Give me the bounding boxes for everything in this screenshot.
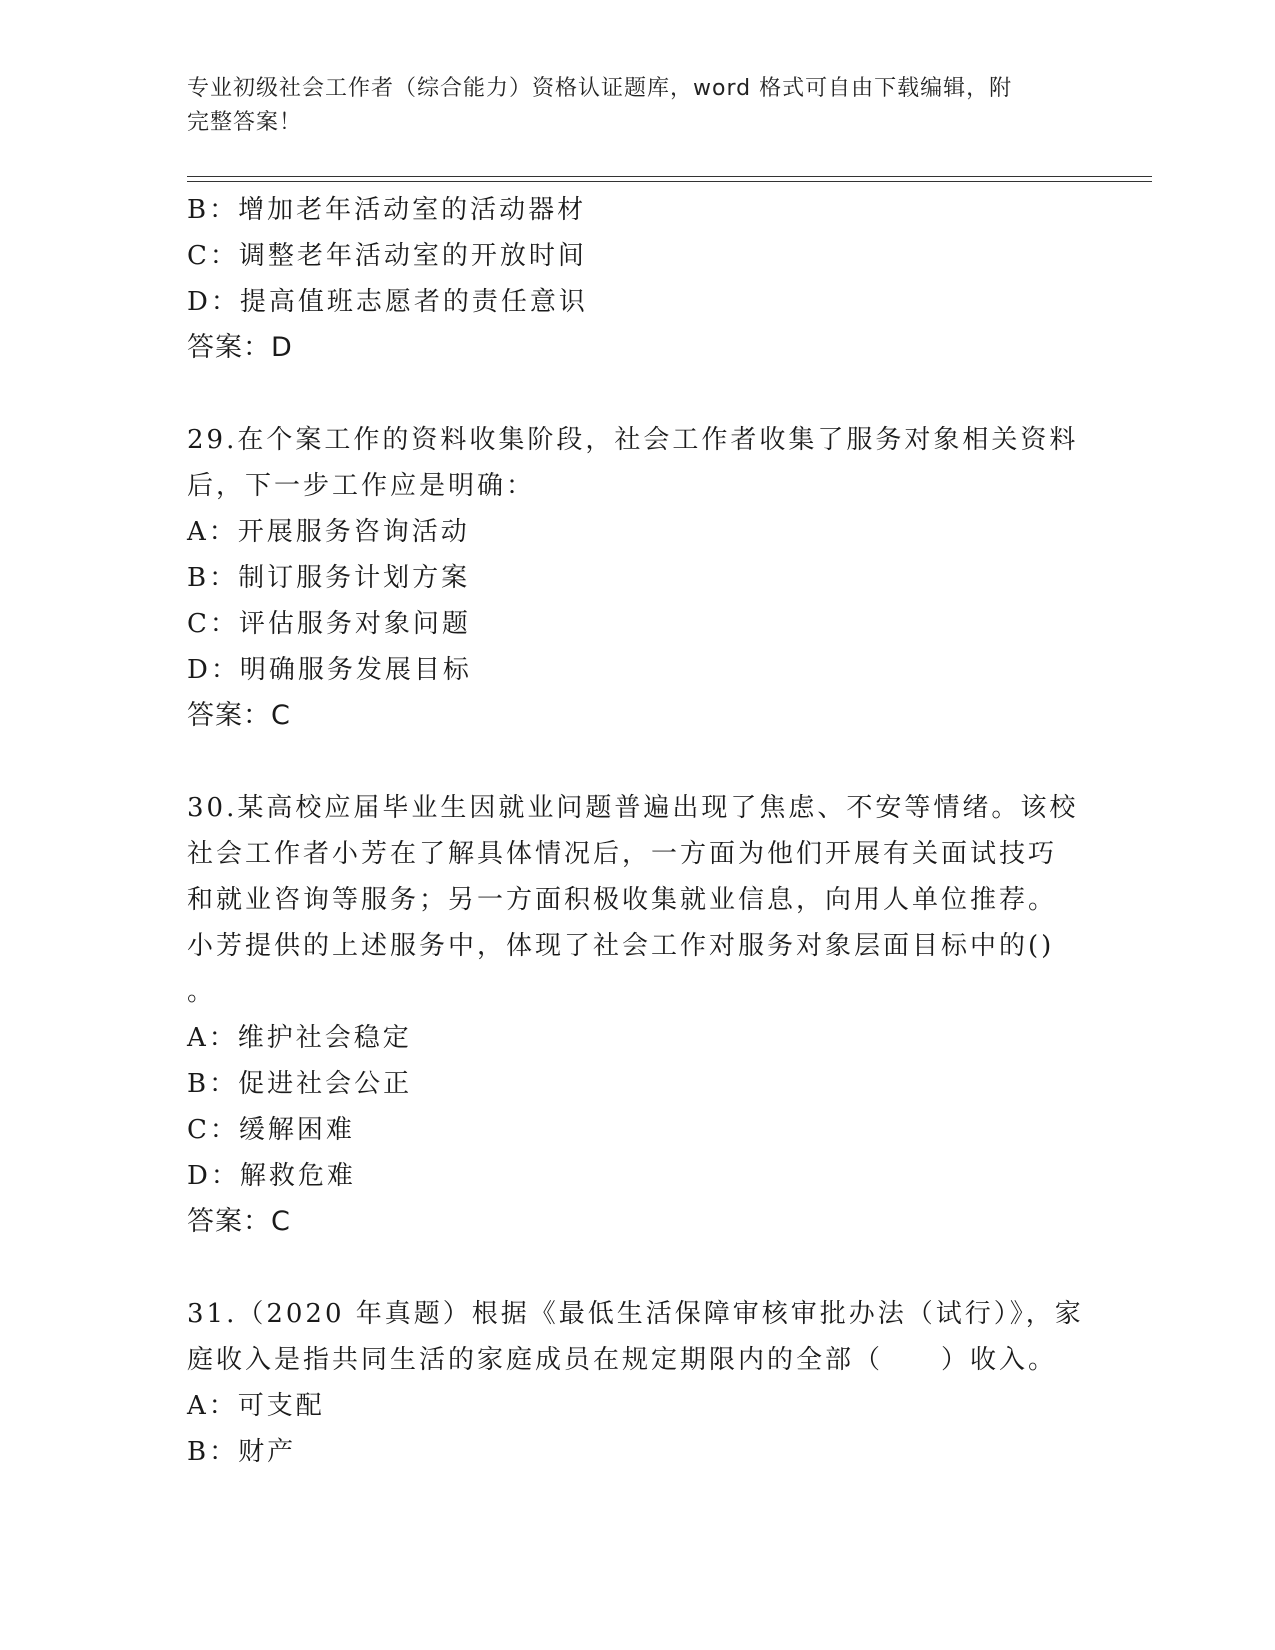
question-stem-line: 社会工作者小芳在了解具体情况后，一方面为他们开展有关面试技巧 xyxy=(187,839,1058,869)
question-stem-line: 后，下一步工作应是明确： xyxy=(187,471,536,501)
question-list xyxy=(187,187,1087,1475)
header-divider-bottom xyxy=(187,181,1152,182)
option-d: D：提高值班志愿者的责任意识 xyxy=(187,287,588,317)
answer: 答案：C xyxy=(187,700,291,731)
question-stem-line: 庭收入是指共同生活的家庭成员在规定期限内的全部（ ）收入。 xyxy=(187,1345,1058,1375)
option-b: B：财产 xyxy=(187,1437,297,1467)
question-stem-line: 小芳提供的上述服务中，体现了社会工作对服务对象层面目标中的() xyxy=(187,931,1055,961)
question-stem-line: 31.（2020 年真题）根据《最低生活保障审核审批办法（试行）》，家 xyxy=(187,1299,1084,1329)
header-line-1: 专业初级社会工作者（综合能力）资格认证题库，word 格式可自由下载编辑，附 xyxy=(187,76,1013,101)
header-divider-top xyxy=(187,176,1152,177)
question-30 xyxy=(187,785,1087,1245)
question-29 xyxy=(187,417,1087,739)
option-c: C：缓解困难 xyxy=(187,1115,355,1145)
question-stem-line: 30.某高校应届毕业生因就业问题普遍出现了焦虑、不安等情绪。该校 xyxy=(187,793,1079,823)
option-c: C：调整老年活动室的开放时间 xyxy=(187,241,587,271)
answer: 答案：D xyxy=(187,332,293,363)
question-stem-line: 29.在个案工作的资料收集阶段，社会工作者收集了服务对象相关资料 xyxy=(187,425,1079,455)
answer: 答案：C xyxy=(187,1206,291,1237)
option-b: B：增加老年活动室的活动器材 xyxy=(187,195,587,225)
option-c: C：评估服务对象问题 xyxy=(187,609,471,639)
question-stem-line: 。 xyxy=(187,977,217,1007)
option-a: A：可支配 xyxy=(187,1391,325,1421)
option-b: B：促进社会公正 xyxy=(187,1069,413,1099)
option-b: B：制订服务计划方案 xyxy=(187,563,471,593)
question-28-continued xyxy=(187,187,1087,371)
option-a: A：开展服务咨询活动 xyxy=(187,517,470,547)
question-stem-line: 和就业咨询等服务；另一方面积极收集就业信息，向用人单位推荐。 xyxy=(187,885,1058,915)
option-d: D：明确服务发展目标 xyxy=(187,655,472,685)
option-a: A：维护社会稳定 xyxy=(187,1023,412,1053)
question-31 xyxy=(187,1291,1087,1475)
option-d: D：解救危难 xyxy=(187,1161,356,1191)
header-line-2: 完整答案！ xyxy=(187,110,303,135)
page-header xyxy=(187,72,1087,140)
